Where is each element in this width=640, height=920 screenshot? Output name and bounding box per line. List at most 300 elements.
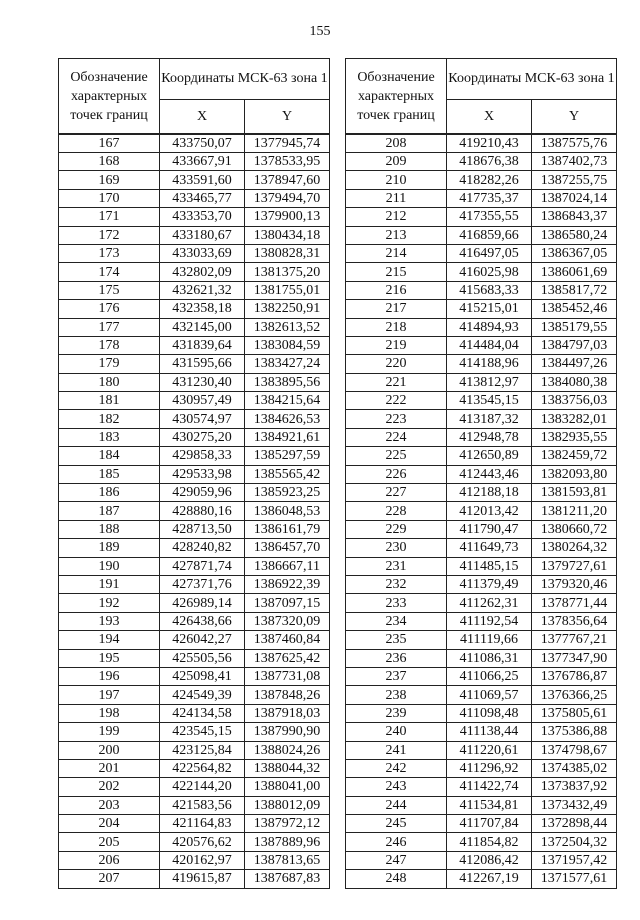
table-row <box>59 815 330 833</box>
table-row <box>59 300 330 318</box>
point-number-cell: 183 <box>59 428 160 446</box>
x-coordinate-cell: 433667,91 <box>160 153 245 171</box>
x-coordinate-cell: 417355,55 <box>447 208 532 226</box>
point-number-cell: 222 <box>346 392 447 410</box>
table-row <box>59 741 330 759</box>
y-coordinate-cell: 1385817,72 <box>532 281 617 299</box>
table-row <box>59 281 330 299</box>
x-coordinate-cell: 423125,84 <box>160 741 245 759</box>
x-coordinate-cell: 431230,40 <box>160 373 245 391</box>
table-row <box>59 153 330 171</box>
point-number-cell: 170 <box>59 189 160 207</box>
y-coordinate-cell: 1388044,32 <box>245 759 330 777</box>
table-row <box>346 410 617 428</box>
table-row <box>346 447 617 465</box>
table-row <box>59 870 330 888</box>
y-coordinate-cell: 1386580,24 <box>532 226 617 244</box>
point-number-cell: 212 <box>346 208 447 226</box>
point-number-cell: 171 <box>59 208 160 226</box>
x-coordinate-cell: 418676,38 <box>447 153 532 171</box>
table-row <box>59 594 330 612</box>
table-row <box>346 428 617 446</box>
y-coordinate-cell: 1387024,14 <box>532 189 617 207</box>
x-coordinate-cell: 411854,82 <box>447 833 532 851</box>
table-row <box>346 373 617 391</box>
page-number: 155 <box>309 24 331 39</box>
y-coordinate-cell: 1387731,08 <box>245 667 330 685</box>
y-coordinate-cell: 1379727,61 <box>532 557 617 575</box>
y-coordinate-cell: 1379494,70 <box>245 189 330 207</box>
x-coordinate-cell: 418282,26 <box>447 171 532 189</box>
point-number-cell: 203 <box>59 796 160 814</box>
x-coordinate-cell: 411485,15 <box>447 557 532 575</box>
x-coordinate-cell: 425098,41 <box>160 667 245 685</box>
point-number-cell: 193 <box>59 612 160 630</box>
point-number-cell: 190 <box>59 557 160 575</box>
y-coordinate-cell: 1381375,20 <box>245 263 330 281</box>
point-number-cell: 188 <box>59 520 160 538</box>
table-row <box>346 208 617 226</box>
y-coordinate-cell: 1386048,53 <box>245 502 330 520</box>
table-row <box>346 539 617 557</box>
x-coordinate-cell: 414894,93 <box>447 318 532 336</box>
table-row <box>346 833 617 851</box>
x-coordinate-cell: 433353,70 <box>160 208 245 226</box>
table-row <box>346 520 617 538</box>
x-coordinate-cell: 420162,97 <box>160 851 245 869</box>
y-coordinate-cell: 1379320,46 <box>532 575 617 593</box>
point-number-cell: 189 <box>59 539 160 557</box>
x-coordinate-cell: 430574,97 <box>160 410 245 428</box>
table-row <box>346 226 617 244</box>
y-coordinate-cell: 1377767,21 <box>532 631 617 649</box>
table-row <box>346 870 617 888</box>
x-coordinate-cell: 427371,76 <box>160 575 245 593</box>
x-coordinate-cell: 422144,20 <box>160 778 245 796</box>
table-row <box>346 667 617 685</box>
y-coordinate-cell: 1374798,67 <box>532 741 617 759</box>
x-coordinate-cell: 412013,42 <box>447 502 532 520</box>
y-coordinate-cell: 1387460,84 <box>245 631 330 649</box>
point-number-cell: 215 <box>346 263 447 281</box>
y-coordinate-cell: 1387097,15 <box>245 594 330 612</box>
point-number-cell: 246 <box>346 833 447 851</box>
table-row <box>346 484 617 502</box>
x-coordinate-cell: 428713,50 <box>160 520 245 538</box>
x-coordinate-cell: 411192,54 <box>447 612 532 630</box>
x-coordinate-cell: 416859,66 <box>447 226 532 244</box>
point-number-cell: 195 <box>59 649 160 667</box>
y-coordinate-cell: 1384497,26 <box>532 355 617 373</box>
x-coordinate-cell: 411119,66 <box>447 631 532 649</box>
table-row <box>346 281 617 299</box>
point-number-cell: 244 <box>346 796 447 814</box>
y-coordinate-cell: 1380264,32 <box>532 539 617 557</box>
point-number-cell: 204 <box>59 815 160 833</box>
y-coordinate-cell: 1382613,52 <box>245 318 330 336</box>
table-row <box>59 373 330 391</box>
y-coordinate-cell: 1385179,55 <box>532 318 617 336</box>
x-coordinate-cell: 433033,69 <box>160 244 245 262</box>
y-coordinate-cell: 1383895,56 <box>245 373 330 391</box>
y-coordinate-cell: 1380828,31 <box>245 244 330 262</box>
table-row <box>59 851 330 869</box>
x-coordinate-cell: 411220,61 <box>447 741 532 759</box>
table-row <box>59 226 330 244</box>
point-number-cell: 231 <box>346 557 447 575</box>
table-row <box>59 134 330 153</box>
x-coordinate-cell: 426438,66 <box>160 612 245 630</box>
x-coordinate-cell: 431839,64 <box>160 336 245 354</box>
x-coordinate-cell: 433465,77 <box>160 189 245 207</box>
table-row <box>346 723 617 741</box>
y-coordinate-cell: 1387575,76 <box>532 134 617 153</box>
x-coordinate-cell: 414188,96 <box>447 355 532 373</box>
table-row <box>59 833 330 851</box>
point-number-cell: 232 <box>346 575 447 593</box>
y-coordinate-cell: 1373432,49 <box>532 796 617 814</box>
table-row <box>59 778 330 796</box>
point-number-cell: 192 <box>59 594 160 612</box>
x-coordinate-cell: 411790,47 <box>447 520 532 538</box>
y-coordinate-cell: 1386161,79 <box>245 520 330 538</box>
table-row <box>346 649 617 667</box>
x-coordinate-cell: 411534,81 <box>447 796 532 814</box>
table-row <box>346 815 617 833</box>
x-coordinate-cell: 411069,57 <box>447 686 532 704</box>
point-number-cell: 245 <box>346 815 447 833</box>
point-number-cell: 240 <box>346 723 447 741</box>
x-coordinate-cell: 411098,48 <box>447 704 532 722</box>
y-coordinate-cell: 1383282,01 <box>532 410 617 428</box>
point-number-cell: 230 <box>346 539 447 557</box>
x-coordinate-cell: 426042,27 <box>160 631 245 649</box>
point-number-cell: 207 <box>59 870 160 888</box>
y-coordinate-cell: 1387848,26 <box>245 686 330 704</box>
y-coordinate-cell: 1387402,73 <box>532 153 617 171</box>
point-number-cell: 205 <box>59 833 160 851</box>
table-row <box>346 465 617 483</box>
point-column-header: Обозначение характерных точек границ <box>59 59 160 135</box>
point-number-cell: 247 <box>346 851 447 869</box>
point-number-cell: 227 <box>346 484 447 502</box>
coordinate-system-header: Координаты МСК-63 зона 1 <box>447 59 617 100</box>
table-row <box>59 447 330 465</box>
y-coordinate-cell: 1379900,13 <box>245 208 330 226</box>
table-row <box>59 539 330 557</box>
x-coordinate-cell: 423545,15 <box>160 723 245 741</box>
y-coordinate-cell: 1387889,96 <box>245 833 330 851</box>
y-coordinate-cell: 1384921,61 <box>245 428 330 446</box>
table-row <box>346 759 617 777</box>
point-number-cell: 209 <box>346 153 447 171</box>
point-number-cell: 187 <box>59 502 160 520</box>
point-number-cell: 201 <box>59 759 160 777</box>
x-coordinate-cell: 426989,14 <box>160 594 245 612</box>
x-coordinate-cell: 416497,05 <box>447 244 532 262</box>
x-coordinate-cell: 432145,00 <box>160 318 245 336</box>
table-row <box>59 667 330 685</box>
point-number-cell: 172 <box>59 226 160 244</box>
point-number-cell: 169 <box>59 171 160 189</box>
point-number-cell: 224 <box>346 428 447 446</box>
point-number-cell: 235 <box>346 631 447 649</box>
table-row <box>346 796 617 814</box>
point-number-cell: 181 <box>59 392 160 410</box>
point-number-cell: 237 <box>346 667 447 685</box>
point-number-cell: 191 <box>59 575 160 593</box>
y-coordinate-cell: 1382093,80 <box>532 465 617 483</box>
y-coordinate-cell: 1384626,53 <box>245 410 330 428</box>
x-coordinate-cell: 429059,96 <box>160 484 245 502</box>
x-coordinate-cell: 430275,20 <box>160 428 245 446</box>
point-number-cell: 199 <box>59 723 160 741</box>
point-number-cell: 178 <box>59 336 160 354</box>
x-coordinate-cell: 431595,66 <box>160 355 245 373</box>
table-row <box>346 300 617 318</box>
table-row <box>59 649 330 667</box>
x-coordinate-cell: 411262,31 <box>447 594 532 612</box>
table-row <box>59 557 330 575</box>
table-row <box>59 465 330 483</box>
table-row <box>59 392 330 410</box>
x-coordinate-cell: 412086,42 <box>447 851 532 869</box>
table-row <box>59 575 330 593</box>
point-number-cell: 173 <box>59 244 160 262</box>
y-coordinate-cell: 1382459,72 <box>532 447 617 465</box>
table-row <box>346 612 617 630</box>
table-row <box>346 171 617 189</box>
y-coordinate-cell: 1381755,01 <box>245 281 330 299</box>
table-row <box>59 723 330 741</box>
x-coordinate-cell: 433750,07 <box>160 134 245 153</box>
table-row <box>59 263 330 281</box>
point-number-cell: 238 <box>346 686 447 704</box>
y-coordinate-cell: 1385452,46 <box>532 300 617 318</box>
point-number-cell: 233 <box>346 594 447 612</box>
point-number-cell: 168 <box>59 153 160 171</box>
y-coordinate-cell: 1378947,60 <box>245 171 330 189</box>
table-row <box>59 796 330 814</box>
y-coordinate-cell: 1383427,24 <box>245 355 330 373</box>
point-number-cell: 213 <box>346 226 447 244</box>
point-number-cell: 186 <box>59 484 160 502</box>
y-coordinate-cell: 1383084,59 <box>245 336 330 354</box>
table-row <box>346 575 617 593</box>
table-row <box>59 612 330 630</box>
table-row <box>59 428 330 446</box>
y-coordinate-cell: 1386667,11 <box>245 557 330 575</box>
point-number-cell: 219 <box>346 336 447 354</box>
y-coordinate-cell: 1384797,03 <box>532 336 617 354</box>
x-coordinate-cell: 425505,56 <box>160 649 245 667</box>
x-coordinate-cell: 411649,73 <box>447 539 532 557</box>
table-row <box>346 336 617 354</box>
table-row <box>59 244 330 262</box>
table-row <box>346 355 617 373</box>
y-coordinate-cell: 1381593,81 <box>532 484 617 502</box>
x-column-header: X <box>447 100 532 135</box>
table-row <box>59 759 330 777</box>
x-coordinate-cell: 412267,19 <box>447 870 532 888</box>
x-coordinate-cell: 429858,33 <box>160 447 245 465</box>
point-number-cell: 239 <box>346 704 447 722</box>
table-row <box>346 318 617 336</box>
table-row <box>346 153 617 171</box>
point-number-cell: 175 <box>59 281 160 299</box>
table-row <box>59 686 330 704</box>
x-coordinate-cell: 428880,16 <box>160 502 245 520</box>
x-coordinate-cell: 411138,44 <box>447 723 532 741</box>
x-coordinate-cell: 417735,37 <box>447 189 532 207</box>
table-row <box>59 484 330 502</box>
point-number-cell: 185 <box>59 465 160 483</box>
x-coordinate-cell: 415215,01 <box>447 300 532 318</box>
y-coordinate-cell: 1371577,61 <box>532 870 617 888</box>
y-coordinate-cell: 1388012,09 <box>245 796 330 814</box>
table-row <box>346 244 617 262</box>
table-row <box>346 741 617 759</box>
y-coordinate-cell: 1387972,12 <box>245 815 330 833</box>
table-row <box>346 263 617 281</box>
y-coordinate-cell: 1387625,42 <box>245 649 330 667</box>
point-number-cell: 234 <box>346 612 447 630</box>
table-row <box>346 502 617 520</box>
y-coordinate-cell: 1377945,74 <box>245 134 330 153</box>
point-number-cell: 194 <box>59 631 160 649</box>
x-coordinate-cell: 414484,04 <box>447 336 532 354</box>
x-coordinate-cell: 421583,56 <box>160 796 245 814</box>
point-number-cell: 225 <box>346 447 447 465</box>
point-number-cell: 167 <box>59 134 160 153</box>
table-row <box>346 392 617 410</box>
y-coordinate-cell: 1376366,25 <box>532 686 617 704</box>
x-column-header: X <box>160 100 245 135</box>
x-coordinate-cell: 411086,31 <box>447 649 532 667</box>
point-number-cell: 223 <box>346 410 447 428</box>
y-coordinate-cell: 1372504,32 <box>532 833 617 851</box>
point-number-cell: 182 <box>59 410 160 428</box>
x-coordinate-cell: 432621,32 <box>160 281 245 299</box>
point-number-cell: 243 <box>346 778 447 796</box>
x-coordinate-cell: 412188,18 <box>447 484 532 502</box>
point-number-cell: 217 <box>346 300 447 318</box>
table-row <box>346 778 617 796</box>
table-row <box>59 189 330 207</box>
table-row <box>59 336 330 354</box>
y-column-header: Y <box>245 100 330 135</box>
y-coordinate-cell: 1388024,26 <box>245 741 330 759</box>
table-body <box>59 134 330 888</box>
y-coordinate-cell: 1386061,69 <box>532 263 617 281</box>
x-coordinate-cell: 430957,49 <box>160 392 245 410</box>
y-coordinate-cell: 1375805,61 <box>532 704 617 722</box>
point-number-cell: 214 <box>346 244 447 262</box>
x-coordinate-cell: 411707,84 <box>447 815 532 833</box>
point-number-cell: 211 <box>346 189 447 207</box>
point-number-cell: 180 <box>59 373 160 391</box>
x-coordinate-cell: 412650,89 <box>447 447 532 465</box>
table-row <box>346 704 617 722</box>
table-row <box>59 318 330 336</box>
point-number-cell: 220 <box>346 355 447 373</box>
table-row <box>346 631 617 649</box>
x-coordinate-cell: 411066,25 <box>447 667 532 685</box>
y-coordinate-cell: 1387918,03 <box>245 704 330 722</box>
y-coordinate-cell: 1376786,87 <box>532 667 617 685</box>
point-number-cell: 241 <box>346 741 447 759</box>
y-coordinate-cell: 1375386,88 <box>532 723 617 741</box>
x-coordinate-cell: 416025,98 <box>447 263 532 281</box>
y-coordinate-cell: 1371957,42 <box>532 851 617 869</box>
point-number-cell: 228 <box>346 502 447 520</box>
y-coordinate-cell: 1382935,55 <box>532 428 617 446</box>
y-coordinate-cell: 1378533,95 <box>245 153 330 171</box>
point-number-cell: 202 <box>59 778 160 796</box>
x-coordinate-cell: 433591,60 <box>160 171 245 189</box>
table-row <box>59 631 330 649</box>
y-coordinate-cell: 1385923,25 <box>245 484 330 502</box>
x-coordinate-cell: 419615,87 <box>160 870 245 888</box>
point-number-cell: 208 <box>346 134 447 153</box>
table-row <box>346 189 617 207</box>
point-number-cell: 236 <box>346 649 447 667</box>
point-number-cell: 200 <box>59 741 160 759</box>
point-number-cell: 177 <box>59 318 160 336</box>
table-row <box>346 594 617 612</box>
x-coordinate-cell: 424549,39 <box>160 686 245 704</box>
point-number-cell: 248 <box>346 870 447 888</box>
x-coordinate-cell: 412948,78 <box>447 428 532 446</box>
x-coordinate-cell: 419210,43 <box>447 134 532 153</box>
x-coordinate-cell: 421164,83 <box>160 815 245 833</box>
y-coordinate-cell: 1384080,38 <box>532 373 617 391</box>
point-number-cell: 184 <box>59 447 160 465</box>
point-number-cell: 226 <box>346 465 447 483</box>
y-column-header: Y <box>532 100 617 135</box>
y-coordinate-cell: 1380660,72 <box>532 520 617 538</box>
y-coordinate-cell: 1386843,37 <box>532 208 617 226</box>
table-body <box>346 134 617 888</box>
table-row <box>59 502 330 520</box>
x-coordinate-cell: 429533,98 <box>160 465 245 483</box>
y-coordinate-cell: 1386457,70 <box>245 539 330 557</box>
table-row <box>59 704 330 722</box>
y-coordinate-cell: 1386922,39 <box>245 575 330 593</box>
x-coordinate-cell: 415683,33 <box>447 281 532 299</box>
y-coordinate-cell: 1380434,18 <box>245 226 330 244</box>
x-coordinate-cell: 411296,92 <box>447 759 532 777</box>
x-coordinate-cell: 427871,74 <box>160 557 245 575</box>
point-number-cell: 176 <box>59 300 160 318</box>
coordinate-system-header: Координаты МСК-63 зона 1 <box>160 59 330 100</box>
y-coordinate-cell: 1372898,44 <box>532 815 617 833</box>
point-number-cell: 198 <box>59 704 160 722</box>
point-number-cell: 179 <box>59 355 160 373</box>
y-coordinate-cell: 1388041,00 <box>245 778 330 796</box>
x-coordinate-cell: 413812,97 <box>447 373 532 391</box>
x-coordinate-cell: 413187,32 <box>447 410 532 428</box>
y-coordinate-cell: 1378771,44 <box>532 594 617 612</box>
point-number-cell: 196 <box>59 667 160 685</box>
y-coordinate-cell: 1378356,64 <box>532 612 617 630</box>
x-coordinate-cell: 412443,46 <box>447 465 532 483</box>
y-coordinate-cell: 1387813,65 <box>245 851 330 869</box>
y-coordinate-cell: 1387990,90 <box>245 723 330 741</box>
x-coordinate-cell: 432358,18 <box>160 300 245 318</box>
table-row <box>346 686 617 704</box>
y-coordinate-cell: 1374385,02 <box>532 759 617 777</box>
